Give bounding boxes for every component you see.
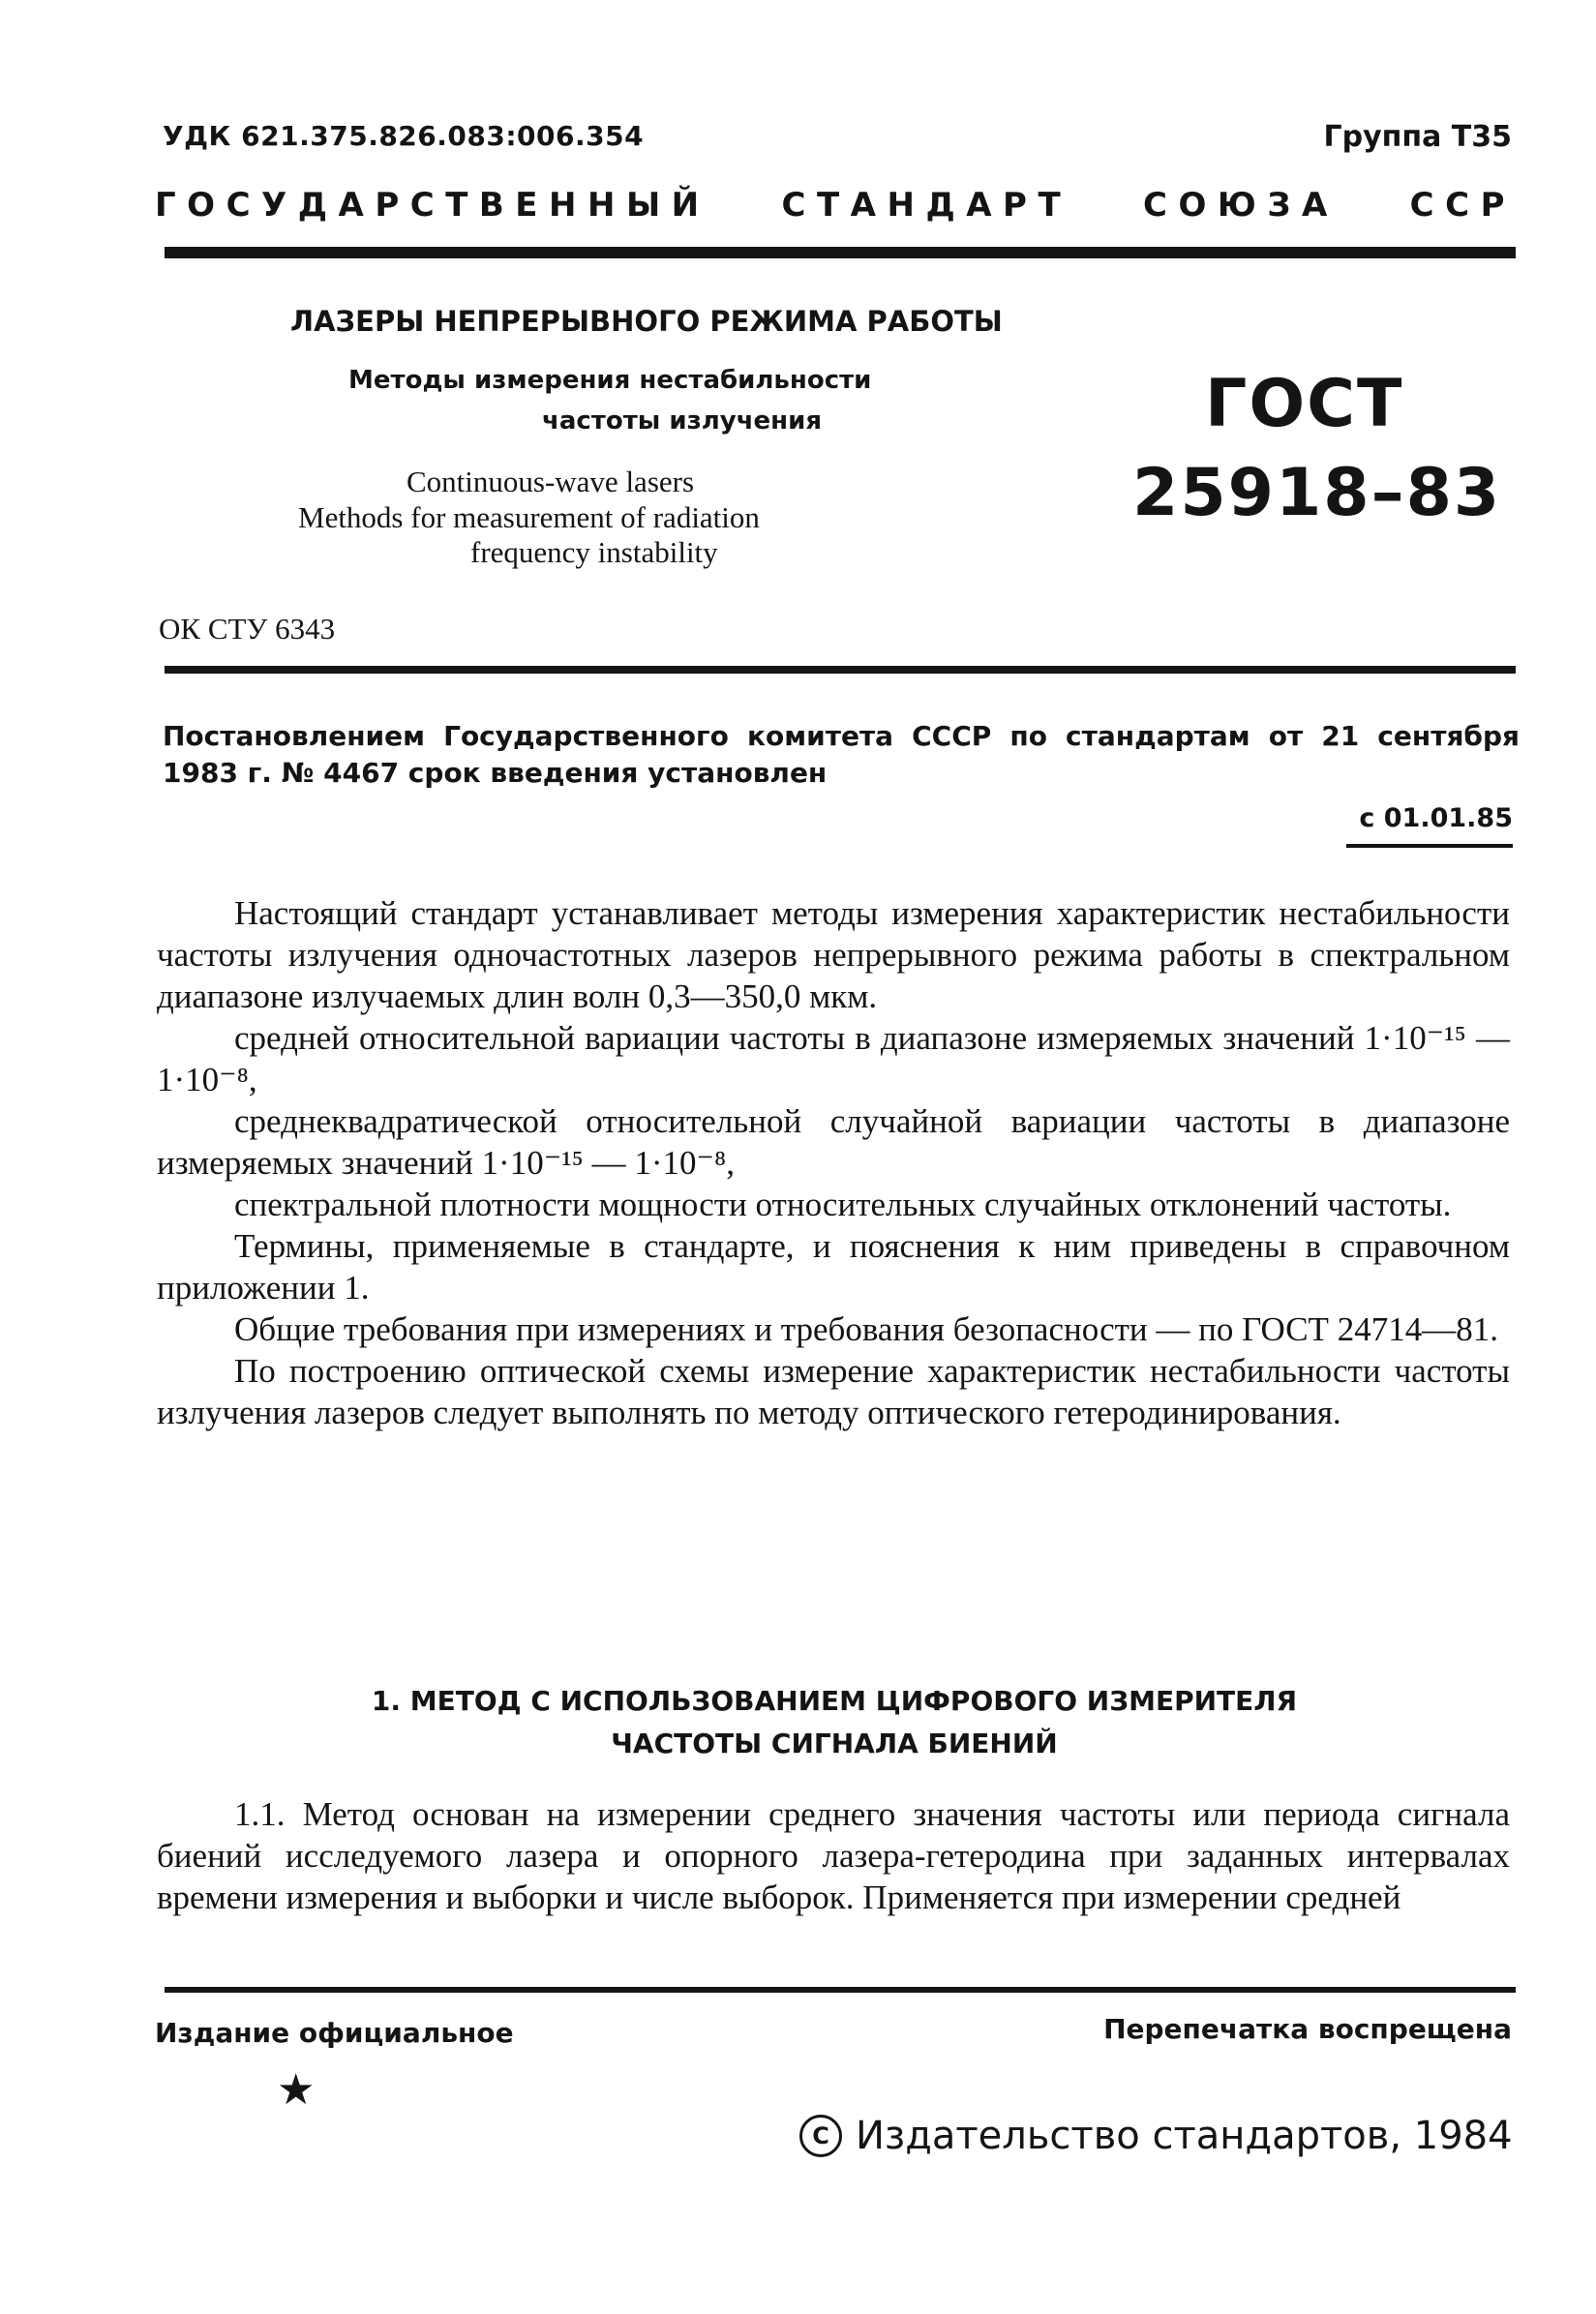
section-heading-line1: 1. МЕТОД С ИСПОЛЬЗОВАНИЕМ ЦИФРОВОГО ИЗМЕРИТЕЛЯ	[371, 1685, 1298, 1717]
gost-number: 25918–83	[1132, 455, 1502, 531]
paragraph: Термины, применяемые в стандарте, и пояснения к ним приведены в справочном приложении 1.	[157, 1227, 1510, 1307]
section1-body	[157, 1793, 1510, 1918]
udk-code: УДК 621.375.826.083:006.354	[163, 120, 645, 152]
subtitle-ru-line2: частоты излучения	[542, 406, 823, 436]
title-en-line1: Continuous-wave lasers	[407, 465, 695, 498]
star-icon: ★	[277, 2066, 316, 2114]
paragraph: среднеквадратической относительной случайной вариации частоты в диапазоне измеряемых значений 1·10⁻¹⁵ — 1·10⁻⁸,	[157, 1102, 1510, 1182]
reprint-prohibited-label: Перепечатка воспрещена	[1103, 2013, 1512, 2045]
banner-word: ССР	[1409, 186, 1516, 225]
footer-rule	[165, 1987, 1516, 1993]
date-underline	[1346, 844, 1513, 848]
intro-section	[157, 892, 1510, 1433]
paragraph: средней относительной вариации частоты в диапазоне измеряемых значений 1·10⁻¹⁵ — 1·10⁻⁸,	[157, 1019, 1510, 1098]
title-block-rule	[165, 666, 1516, 674]
section-heading-line2: ЧАСТОТЫ СИГНАЛА БИЕНИЙ	[611, 1728, 1058, 1759]
group-code: Группа Т35	[1323, 120, 1512, 154]
effective-date: с 01.01.85	[1359, 803, 1513, 833]
paragraph: Настоящий стандарт устанавливает методы измерения характеристик нестабильности частоты излучения одночастотных лазеров непрерывного режима работы в спектральном диапазоне излучаемых длин волн 0,3—350,0 мкм.	[157, 894, 1510, 1015]
banner-word: ГОСУДАРСТВЕННЫЙ	[155, 186, 710, 225]
official-edition-label: Издание официальное	[155, 2017, 514, 2049]
paragraph: Общие требования при измерениях и требования безопасности — по ГОСТ 24714—81.	[234, 1310, 1498, 1348]
publisher-line	[799, 2114, 1513, 2158]
okstu-code: ОК СТУ 6343	[159, 612, 336, 646]
publisher-text: Издательство стандартов, 1984	[856, 2114, 1513, 2158]
header-rule	[165, 247, 1516, 258]
banner-word: СОЮЗА	[1143, 186, 1339, 225]
copyright-icon: C	[799, 2115, 842, 2157]
title-en-line3: frequency instability	[470, 535, 718, 569]
paragraph: 1.1. Метод основан на измерении среднего значения частоты или периода сигнала биений исследуемого лазера и опорного лазера-гетеродина при заданных интервалах времени измерения и выборки и числе выборок. Применяется при измерении средней	[157, 1795, 1510, 1916]
state-standard-banner	[155, 186, 1516, 225]
decree-text: Постановлением Государственного комитета СССР по стандартам от 21 сентября 1983 г. № 4467 срок введения установлен	[163, 720, 1520, 789]
subtitle-ru-line1: Методы измерения нестабильности	[348, 366, 872, 395]
title-en-line2: Methods for measurement of radiation	[298, 500, 760, 534]
section-heading	[157, 1680, 1512, 1765]
gost-label: ГОСТ	[1205, 366, 1404, 442]
paragraph: По построению оптической схемы измерение характеристик нестабильности частоты излучения лазеров следует выполнять по методу оптического гетеродинирования.	[157, 1352, 1510, 1431]
document-title-ru: ЛАЗЕРЫ НЕПРЕРЫВНОГО РЕЖИМА РАБОТЫ	[290, 305, 1003, 338]
paragraph: спектральной плотности мощности относительных случайных отклонений частоты.	[234, 1186, 1452, 1223]
banner-word: СТАНДАРТ	[781, 186, 1072, 225]
